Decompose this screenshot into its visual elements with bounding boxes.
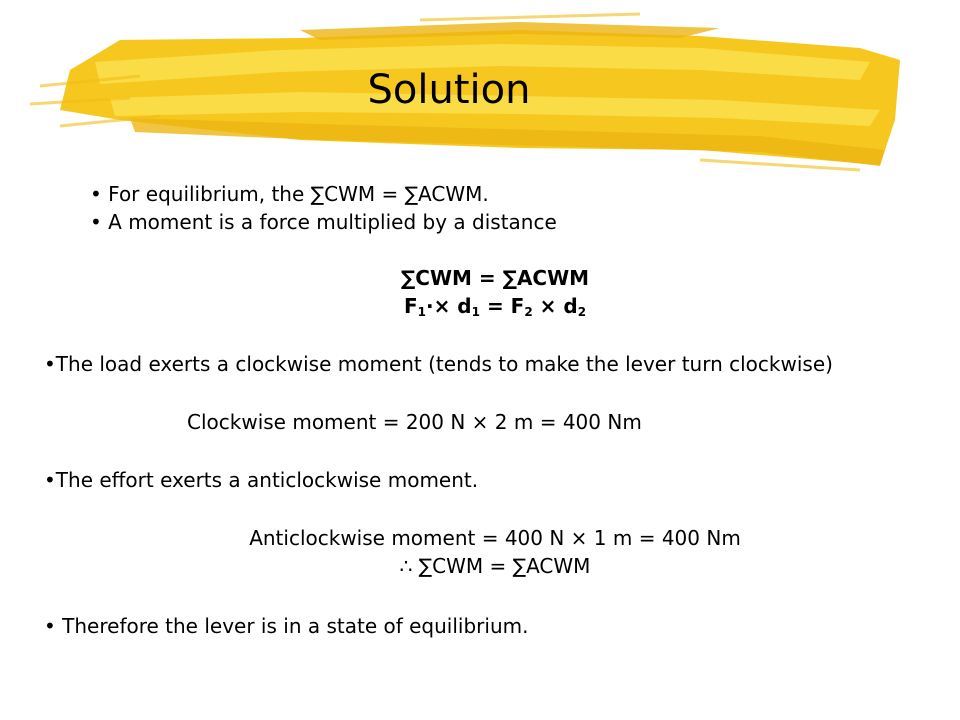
eq-f1: F xyxy=(403,294,418,318)
bullet-effort-anticlockwise: •The effort exerts a anticlockwise moment. xyxy=(44,468,479,492)
eq-d1: d xyxy=(457,294,472,318)
clockwise-moment-calc: Clockwise moment = 200 N × 2 m = 400 Nm xyxy=(187,410,642,434)
slide-title: Solution xyxy=(367,67,531,113)
anticlockwise-moment-calc: Anticlockwise moment = 400 N × 1 m = 400 Nm xyxy=(249,526,741,550)
eq-sub-4: 2 xyxy=(577,305,587,319)
bullet-load-clockwise: •The load exerts a clockwise moment (tends to make the lever turn clockwise) xyxy=(44,352,833,376)
eq-sub-2: 1 xyxy=(471,305,480,319)
eq-mid: = F xyxy=(479,294,525,318)
eq-times: × d xyxy=(532,294,578,318)
eq-sub-1: 1 xyxy=(417,305,426,319)
eq-sub-3: 2 xyxy=(524,305,533,319)
bullet-conclusion: • Therefore the lever is in a state of equilibrium. xyxy=(44,614,529,638)
equation-sum-cwm-acwm: ∑CWM = ∑ACWM xyxy=(400,266,590,290)
bullet-moment-definition: • A moment is a force multiplied by a distance xyxy=(90,210,557,234)
therefore-equation: ∴ ∑CWM = ∑ACWM xyxy=(399,554,591,578)
equation-force-distance xyxy=(0,292,960,320)
eq-sep: ⋅× xyxy=(425,294,458,318)
bullet-equilibrium: • For equilibrium, the ∑CWM = ∑ACWM. xyxy=(90,182,489,206)
